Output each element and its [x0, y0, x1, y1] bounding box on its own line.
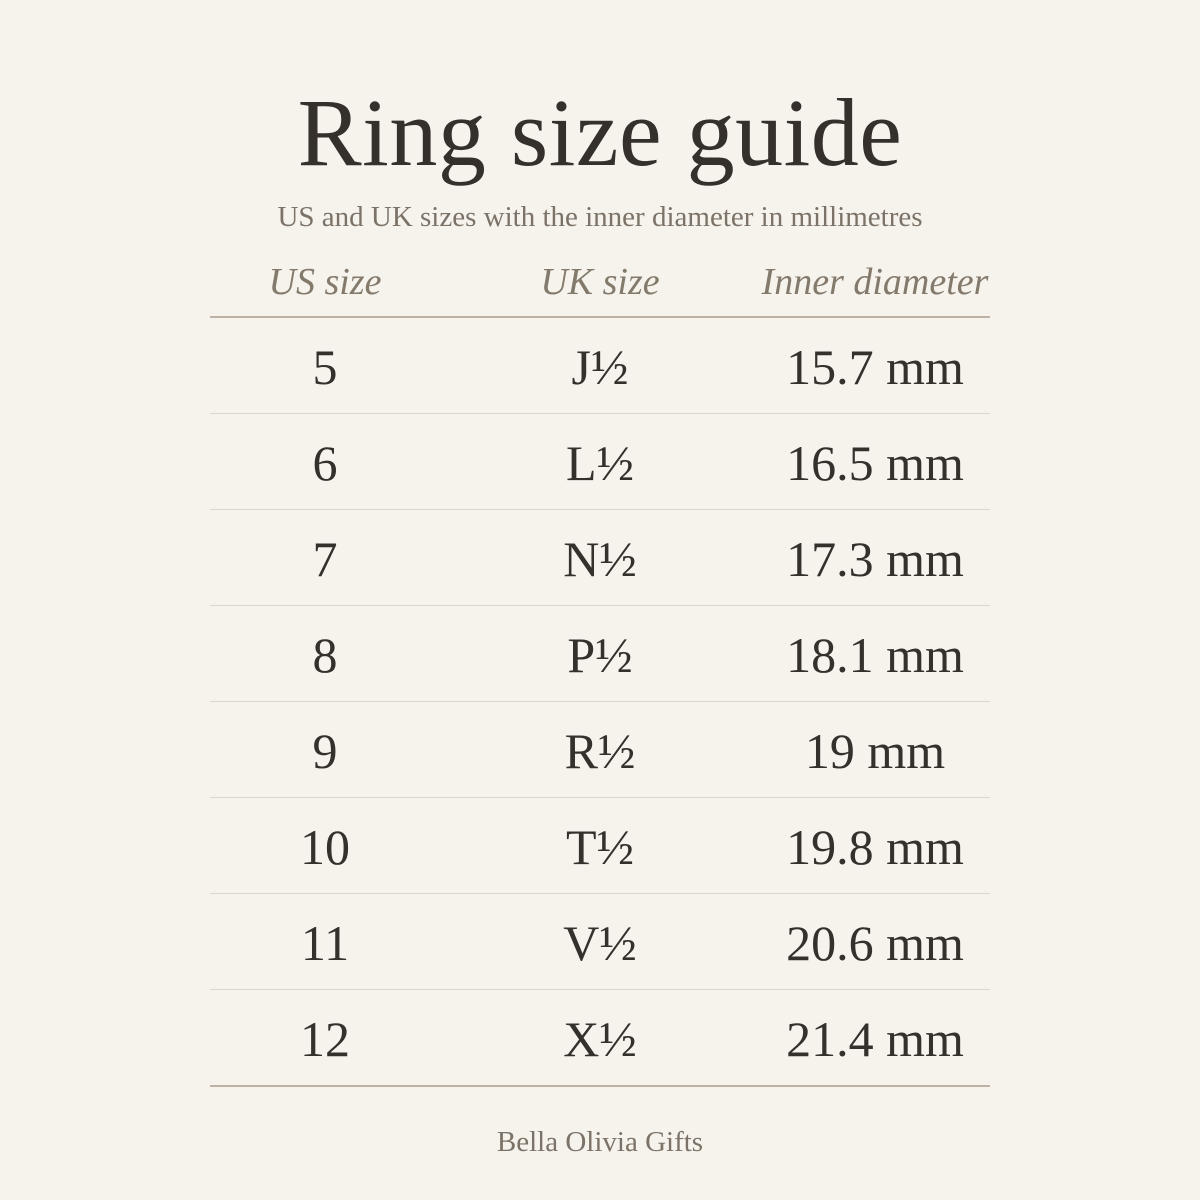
uk-size-cell: J½	[571, 339, 629, 395]
page-subtitle: US and UK sizes with the inner diameter in millimetres	[277, 201, 923, 233]
uk-size-cell: P½	[567, 627, 633, 683]
header-us-size: US size	[268, 261, 382, 303]
inner-diameter-cell: 18.1 mm	[786, 627, 964, 683]
table-row	[210, 414, 990, 510]
us-size-cell: 8	[312, 627, 338, 683]
table-row	[210, 894, 990, 990]
us-size-cell: 7	[312, 531, 338, 587]
uk-size-cell: X½	[563, 1011, 637, 1067]
page-title: Ring size guide	[297, 79, 903, 186]
table-row	[210, 702, 990, 798]
table-row	[210, 606, 990, 702]
table-row	[210, 798, 990, 894]
us-size-cell: 5	[312, 339, 338, 395]
us-size-cell: 12	[300, 1011, 350, 1067]
inner-diameter-cell: 19 mm	[804, 723, 946, 779]
table-row	[210, 510, 990, 606]
inner-diameter-cell: 16.5 mm	[786, 435, 964, 491]
uk-size-cell: N½	[563, 531, 637, 587]
table-row	[210, 318, 990, 414]
us-size-cell: 10	[300, 819, 350, 875]
header-inner-diameter: Inner diameter	[761, 261, 989, 303]
table-row	[210, 990, 990, 1087]
size-table	[210, 250, 990, 1087]
inner-diameter-cell: 17.3 mm	[786, 531, 964, 587]
us-size-cell: 9	[312, 723, 338, 779]
us-size-cell: 6	[312, 435, 338, 491]
header-uk-size: UK size	[540, 261, 660, 303]
uk-size-cell: T½	[565, 819, 635, 875]
inner-diameter-cell: 15.7 mm	[786, 339, 964, 395]
brand-footer: Bella Olivia Gifts	[496, 1126, 704, 1158]
inner-diameter-cell: 19.8 mm	[786, 819, 964, 875]
us-size-cell: 11	[300, 915, 350, 971]
table-header	[210, 250, 990, 318]
uk-size-cell: R½	[564, 723, 636, 779]
inner-diameter-cell: 21.4 mm	[786, 1011, 964, 1067]
inner-diameter-cell: 20.6 mm	[786, 915, 964, 971]
uk-size-cell: L½	[565, 435, 635, 491]
uk-size-cell: V½	[563, 915, 637, 971]
